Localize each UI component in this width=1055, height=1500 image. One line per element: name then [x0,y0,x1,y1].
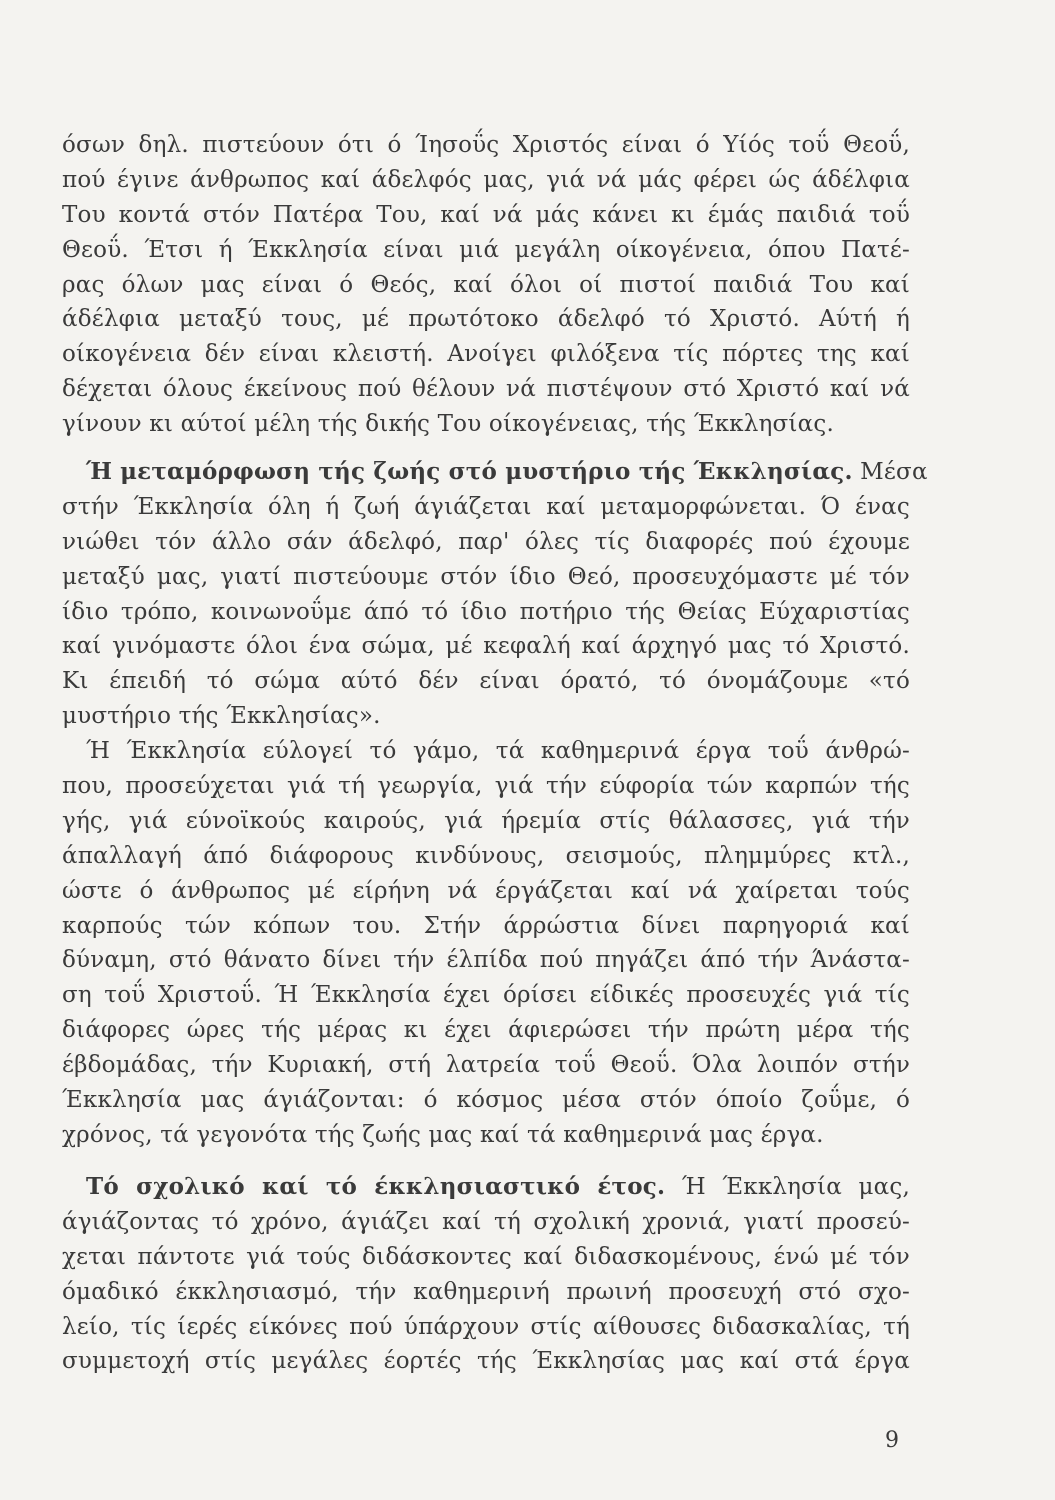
text-line: χεται πάντοτε γιά τούς διδάσκοντες καί διδασκομένους, ένώ μέ τόν [62,1243,910,1270]
text-line: ρας όλων μας είναι ό Θεός, καί όλοι οί πιστοί παιδιά Του καί [62,271,910,298]
paragraph-school-and-church-year [62,1170,910,1379]
text-line: Έκκλησία μας άγιάζονται: ό κόσμος μέσα στόν όποίο ζοΰμε, ό [62,1087,910,1114]
text-line: έβδομάδας, τήν Κυριακή, στή λατρεία τοΰ Θεοΰ. Όλα λοιπόν στήν [62,1052,910,1079]
section-heading-transformation: Ή μεταμόρφωση τής ζωής στό μυστήριο τής Έκκλησίας. [86,458,853,485]
text-line: λείο, τίς ίερές είκόνες πού ύπάρχουν στίς αίθουσες διδασκαλίας, τή [62,1313,910,1340]
text-line: μυστήριο τής Έκκλησίας». [62,703,381,730]
heading-continuation: Μέσα [852,459,928,485]
text-line: στήν Έκκλησία όλη ή ζωή άγιάζεται καί μεταμορφώνεται. Ό ένας [62,493,910,520]
text-line: δέχεται όλους έκείνους πού θέλουν νά πιστέψουν στό Χριστό καί νά [62,376,910,403]
text-line: Ή Έκκλησία εύλογεί τό γάμο, τά καθημερινά έργα τοΰ άνθρώ- [86,738,910,765]
text-line: γίνουν κι αύτοί μέλη τής δικής Του οίκογένειας, τής Έκκλησίας. [62,411,834,438]
text-line: χρόνος, τά γεγονότα τής ζωής μας καί τά καθημερινά μας έργα. [62,1121,824,1148]
text-line: άγιάζοντας τό χρόνο, άγιάζει καί τή σχολική χρονιά, γιατί προσεύ- [62,1208,910,1235]
text-line: πού έγινε άνθρωπος καί άδελφός μας, γιά νά μάς φέρει ώς άδέλφια [62,166,910,193]
heading-continuation: Ή Έκκλησία μας, [665,1174,910,1200]
text-line: που, προσεύχεται γιά τή γεωργία, γιά τήν εύφορία τών καρπών τής [62,773,910,800]
page-number: 9 [885,1428,899,1453]
text-line: ώστε ό άνθρωπος μέ είρήνη νά έργάζεται καί νά χαίρεται τούς [62,877,910,904]
paragraph-transformation-of-life [62,455,928,1153]
text-line: όσων δηλ. πιστεύουν ότι ό Ίησοΰς Χριστός είναι ό Υίός τοΰ Θεοΰ, [62,132,910,158]
text-line: διάφορες ώρες τής μέρας κι έχει άφιερώσει τήν πρώτη μέρα τής [62,1017,910,1044]
text-line: μεταξύ μας, γιατί πιστεύουμε στόν ίδιο Θεό, προσευχόμαστε μέ τόν [62,563,910,590]
text-line: δύναμη, στό θάνατο δίνει τήν έλπίδα πού πηγάζει άπό τήν Άνάστα- [62,947,910,974]
text-line: καρπούς τών κόπων του. Στήν άρρώστια δίνει παρηγοριά καί [62,912,910,939]
text-line: όμαδικό έκκλησιασμό, τήν καθημερινή πρωινή προσευχή στό σχο- [62,1278,910,1305]
paragraph-family-of-god [62,128,910,442]
text-line: οίκογένεια δέν είναι κλειστή. Ανοίγει φιλόξενα τίς πόρτες της καί [62,341,910,368]
text-line: Κι έπειδή τό σώμα αύτό δέν είναι όρατό, τό όνομάζουμε «τό [62,668,910,695]
section-heading-line [62,1170,910,1205]
text-line: καί γινόμαστε όλοι ένα σώμα, μέ κεφαλή καί άρχηγό μας τό Χριστό. [62,633,910,660]
text-line: Θεοΰ. Έτσι ή Έκκλησία είναι μιά μεγάλη οίκογένεια, όπου Πατέ- [62,236,910,263]
text-line: άδέλφια μεταξύ τους, μέ πρωτότοκο άδελφό τό Χριστό. Αύτή ή [62,306,910,333]
section-heading-line [62,455,928,490]
text-line: Του κοντά στόν Πατέρα Του, καί νά μάς κάνει κι έμάς παιδιά τοΰ [62,201,910,228]
section-heading-school-year: Τό σχολικό καί τό έκκλησιαστικό έτος. [86,1173,666,1200]
text-line: άπαλλαγή άπό διάφορους κινδύνους, σεισμούς, πλημμύρες κτλ., [62,842,910,869]
text-line: ση τοΰ Χριστοΰ. Ή Έκκλησία έχει όρίσει είδικές προσευχές γιά τίς [62,982,910,1009]
text-line: συμμετοχή στίς μεγάλες έορτές τής Έκκλησίας μας καί στά έργα [62,1348,910,1375]
text-line: νιώθει τόν άλλο σάν άδελφό, παρ' όλες τίς διαφορές πού έχουμε [62,528,910,555]
text-line: ίδιο τρόπο, κοινωνοΰμε άπό τό ίδιο ποτήριο τής Θείας Εύχαριστίας [62,598,910,625]
text-line: γής, γιά εύνοϊκούς καιρούς, γιά ήρεμία στίς θάλασσες, γιά τήν [62,807,910,834]
